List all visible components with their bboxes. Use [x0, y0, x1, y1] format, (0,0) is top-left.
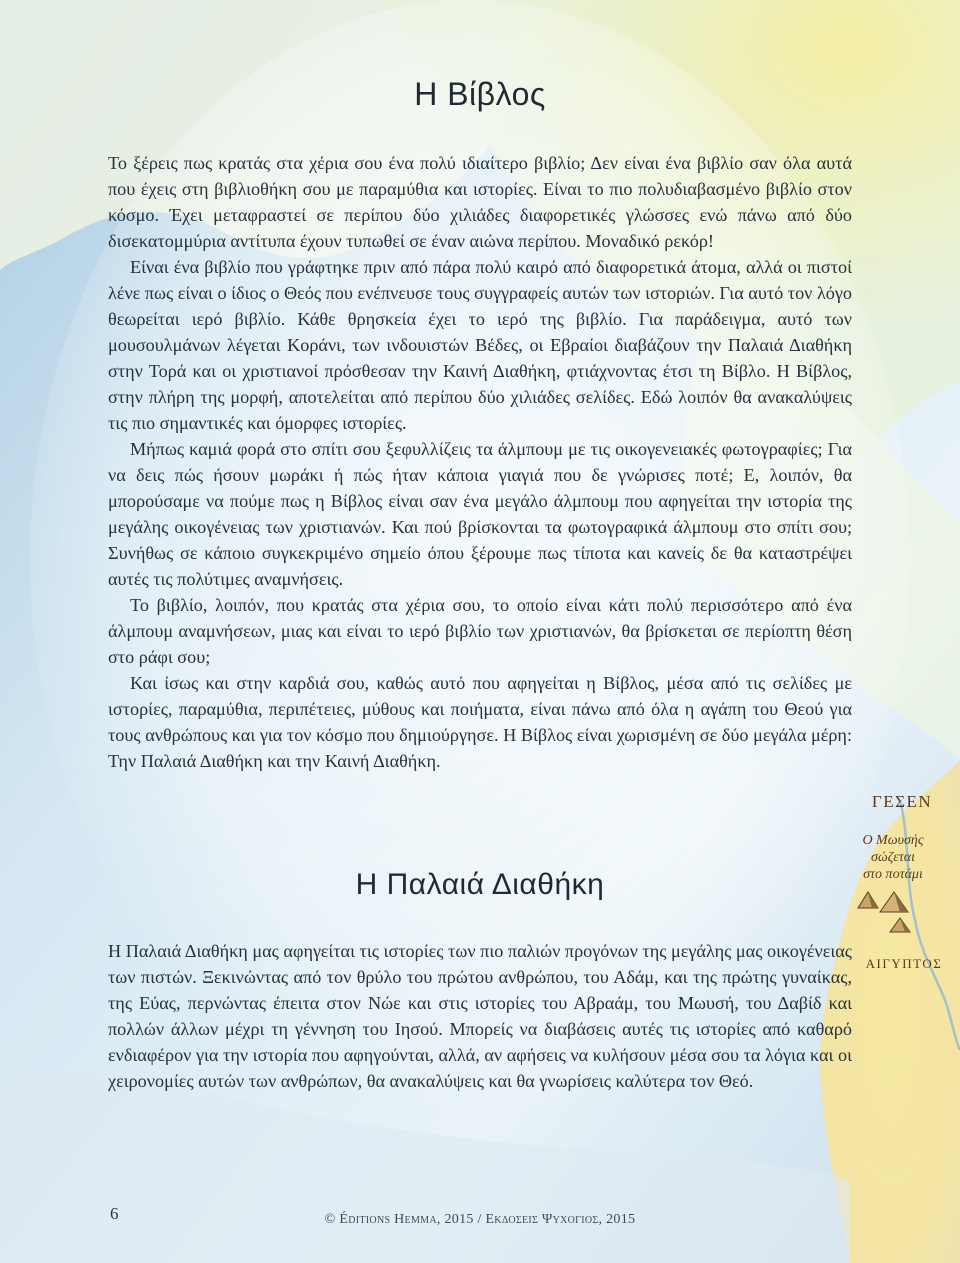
paragraph: Το ξέρεις πως κρατάς στα χέρια σου ένα πολύ ιδιαίτερο βιβλίο; Δεν είναι ένα βιβλίο σαν όλα αυτά που έχεις στη βιβλιοθήκη σου με παραμύθια και ιστορίες. Είναι το πιο πολυδιαβασμένο βιβλίο στον κόσμο. Έχει μεταφραστεί σε περίπου δύο χιλιάδες διαφορετικές γλώσσες ενώ πάνω από δύο δισεκατομμύρια αντίτυπα έχουν τυπωθεί σε έναν αιώνα περίπου. Μοναδικό ρεκόρ! [108, 153, 852, 251]
map-label-gesen: ΓΕΣΕΝ [871, 792, 933, 811]
copyright-footer: © Éditions Hemma, 2015 / Εκδοσεισ Ψυχογιοσ, 2015 [324, 1212, 636, 1227]
map-label-egypt: ΑΙΓΥΠΤΟΣ [865, 956, 943, 971]
intro-text [108, 150, 852, 774]
section-title: Η Παλαιά Διαθήκη [355, 868, 605, 901]
map-label-line: στο ποτάμι [863, 867, 923, 882]
page-number: 6 [110, 1204, 119, 1223]
paragraph: Μήπως καμιά φορά στο σπίτι σου ξεφυλλίζεις τα άλμπουμ με τις οικογενειακές φωτογραφίες; Για να δεις πώς ήσουν μωράκι ή πώς ήταν κάποια γιαγιά που δε γνώρισες ποτέ; Ε, λοιπόν, θα μπορούσαμε να πούμε πως η Βίβλος είναι σαν ένα μεγάλο άλμπουμ που αφηγείται την ιστορία της μεγάλης οικογένειας των χριστιανών. Και πού βρίσκονται τα φωτογραφικά άλμπουμ στο σπίτι σου; Συνήθως σε κάποιο συγκεκριμένο σημείο όπου ξέρουμε πως τίποτα και κανείς δε θα καταστρέψει αυτές τις πολύτιμες αναμνήσεις. [108, 439, 852, 589]
page-title: Η Βίβλος [414, 76, 546, 112]
paragraph: Το βιβλίο, λοιπόν, που κρατάς στα χέρια σου, το οποίο είναι κάτι πολύ περισσότερο από ένα άλμπουμ αναμνήσεων, μιας και είναι το ιερό βιβλίο των χριστιανών, θα βρίσκεται σε περίοπτη θέση στο ράφι σου; [108, 595, 852, 667]
map-label-moses [838, 832, 948, 883]
paragraph: Και ίσως και στην καρδιά σου, καθώς αυτό που αφηγείται η Βίβλος, μέσα από τις σελίδες με ιστορίες, παραμύθια, περιπέτειες, μύθους και ποιήματα, είναι πάνω από όλα η αγάπη του Θεού για τους ανθρώπους και για τον κόσμο που δημιούργησε. Η Βίβλος είναι χωρισμένη σε δύο μεγάλα μέρη: Την Παλαιά Διαθήκη και την Καινή Διαθήκη. [108, 673, 852, 771]
paragraph: Η Παλαιά Διαθήκη μας αφηγείται τις ιστορίες των πιο παλιών προγόνων της μεγάλης μας οικογένειας των πιστών. Ξεκινώντας από τον θρύλο του πρώτου ανθρώπου, του Αδάμ, και της πρώτης γυναίκας, της Εύας, περνώντας έπειτα στον Νώε και στις ιστορίες του Αβραάμ, του Μωυσή, του Δαβίδ και πολλών άλλων μέχρι τη γέννηση του Ιησού. Μπορείς να διαβάσεις αυτές τις ιστορίες από καθαρό ενδιαφέρον για την ιστορία που αφηγούνται, αλλά, αν αφήσεις να κυλήσουν μέσα σου τα λόγια και οι χειρονομίες αυτών των ανθρώπων, θα ανακαλύψεις και θα γνωρίσεις καλύτερα τον Θεό. [108, 941, 852, 1091]
paragraph: Είναι ένα βιβλίο που γράφτηκε πριν από πάρα πολύ καιρό από διαφορετικά άτομα, αλλά οι πιστοί λένε πως είναι ο ίδιος ο Θεός που ενέπνευσε τους συγγραφείς αυτών των ιστοριών. Για αυτό τον λόγο θεωρείται ιερό βιβλίο. Κάθε θρησκεία έχει το ιερό της βιβλίο. Για παράδειγμα, αυτό των μουσουλμάνων λέγεται Κοράνι, των ινδουιστών Βέδες, οι Εβραίοι διαβάζουν την Παλαιά Διαθήκη στην Τορά και οι χριστιανοί πρόσθεσαν την Καινή Διαθήκη, φτιάχνοντας έτσι τη Βίβλο. Η Βίβλος, στην πλήρη της μορφή, αποτελείται από περίπου δύο χιλιάδες σελίδες. Εδώ λοιπόν θα ανακαλύψεις τις πιο σημαντικές και όμορφες ιστορίες. [108, 257, 852, 433]
map-label-line: Ο Μωυσής [862, 833, 924, 848]
section-text [108, 938, 852, 1094]
map-label-line: σώζεται [870, 850, 916, 865]
